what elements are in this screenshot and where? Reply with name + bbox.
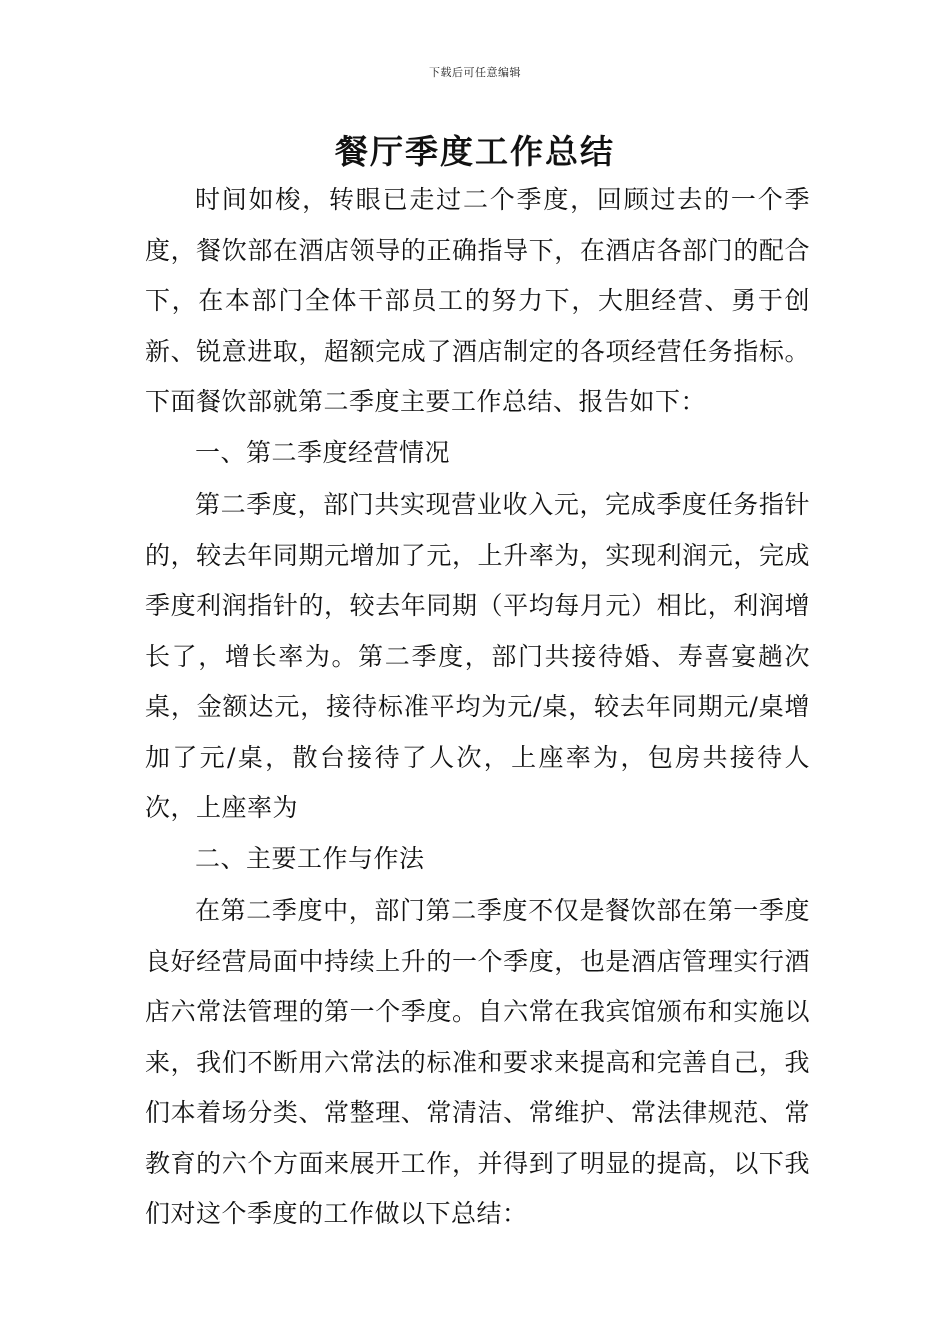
section-heading-main-work: 二、主要工作与作法 [195,843,425,873]
operations-paragraph: 第二季度，部门共实现营业收入元，完成季度任务指针的，较去年同期元增加了元，上升率为，实现利润元，完成季度利润指针的，较去年同期（平均每月元）相比，利润增长了，增长率为。第二季度，部门共接待婚、寿喜宴趟次桌，金额达元，接待标准平均为元/桌，较去年同期元/桌增加了元/桌，散台接待了人次，上座率为，包房共接待人次，上座率为 [145,490,810,822]
section-heading-operations: 一、第二季度经营情况 [195,437,451,467]
intro-paragraph: 时间如梭，转眼已走过二个季度，回顾过去的一个季度，餐饮部在酒店领导的正确指导下，在酒店各部门的配合下，在本部门全体干部员工的努力下，大胆经营、勇于创新、锐意进取，超额完成了酒店制定的各项经营任务指标。下面餐饮部就第二季度主要工作总结、报告如下： [145,185,810,416]
main-work-paragraph: 在第二季度中，部门第二季度不仅是餐饮部在第一季度良好经营局面中持续上升的一个季度，也是酒店管理实行酒店六常法管理的第一个季度。自六常在我宾馆颁布和实施以来，我们不断用六常法的标准和要求来提高和完善自己，我们本着场分类、常整理、常清洁、常维护、常法律规范、常教育的六个方面来展开工作，并得到了明显的提高，以下我们对这个季度的工作做以下总结： [145,896,810,1228]
header-note: 下载后可任意编辑 [429,66,521,79]
document-body [145,175,810,1240]
document-title: 餐厅季度工作总结 [335,132,615,171]
